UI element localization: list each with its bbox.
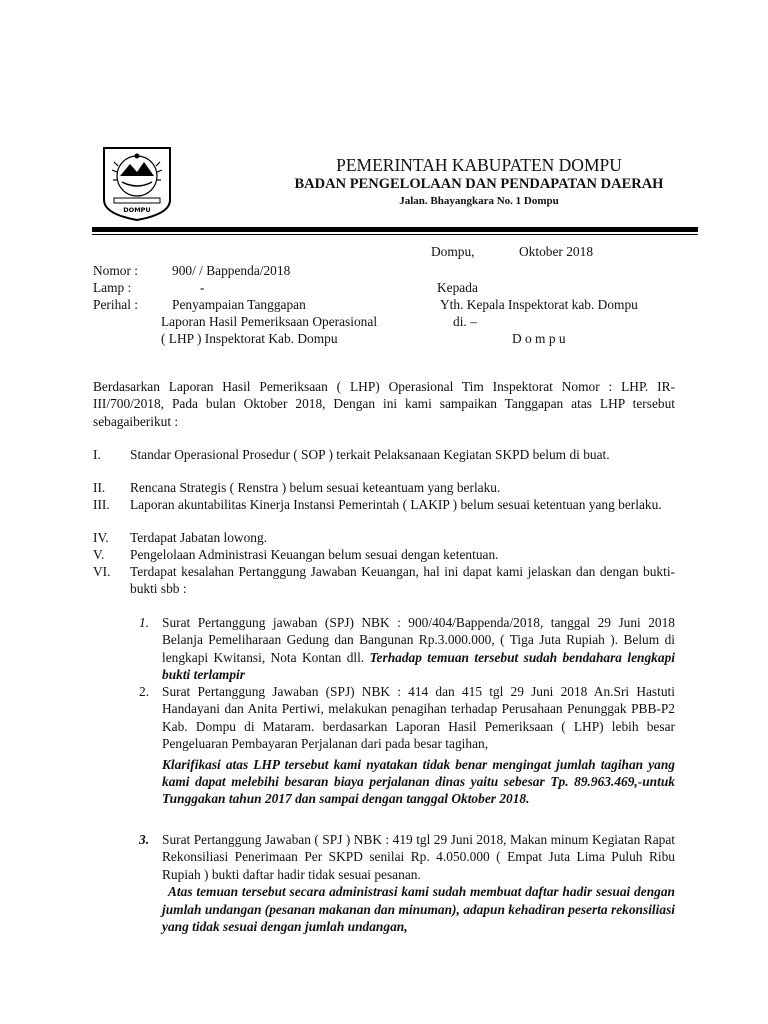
- dateline-date: Oktober 2018: [519, 244, 594, 259]
- finding-text: Laporan akuntabilitas Kinerja Instansi Pemerintah ( LAKIP ) belum sesuai ketentuan yang berlaku.: [130, 497, 662, 512]
- sub-item-number: 2.: [139, 684, 150, 699]
- lamp-label: Lamp :: [93, 280, 132, 295]
- sub-item-number: 3.: [139, 832, 150, 847]
- recipient-yth: Yth. Kepala Inspektorat kab. Dompu: [440, 297, 638, 312]
- letterhead-thin-rule: [92, 234, 698, 235]
- recipient-kepada: Kepada: [437, 280, 478, 295]
- recipient-di: di. –: [453, 314, 477, 329]
- finding-text: Pengelolaan Administrasi Keuangan belum sesuai dengan ketentuan.: [130, 547, 499, 562]
- sub-item-text: Surat Pertanggung jawaban (SPJ) NBK : 900/404/Bappenda/2018, tanggal 29 Juni 2018 Belanja Pemeliharaan Gedung dan Bangunan Rp.3.000.000, ( Tiga Juta Rupiah ). Belum di lengkapi Kwitansi, Nota Kontan dll.: [162, 615, 675, 665]
- sub-item-text: Surat Pertanggung Jawaban ( SPJ ) NBK : 419 tgl 29 Juni 2018, Makan minum Kegiatan Rapat Rekonsiliasi Penerimaan Per SKPD senilai Rp. 4.050.000 ( Empat Juta Lima Puluh Ribu Rupiah ) bukti daftar hadir tidak sesuai pesanan.: [162, 832, 675, 882]
- nomor-value: 900/ / Bappenda/2018: [172, 263, 291, 278]
- letterhead-government-title: PEMERINTAH KABUPATEN DOMPU: [336, 155, 622, 175]
- sub-item-text: Surat Pertanggung Jawaban (SPJ) NBK : 414 dan 415 tgl 29 Juni 2018 An.Sri Hastuti Handayani dan Anita Pertiwi, melakukan penagihan terhadap Perusahaan Penunggak PBB-P2 Kab. Dompu di Mataram. berdasarkan Laporan Hasil Pemeriksaan ( LHP) lebih besar Pengeluaran Pembayaran Perjalanan dari pada besar tagihan,: [162, 684, 675, 752]
- letterhead-thick-rule: [92, 227, 698, 232]
- perihal-line: Laporan Hasil Pemeriksaan Operasional: [161, 314, 378, 329]
- perihal-line: Penyampaian Tanggapan: [172, 297, 306, 312]
- nomor-label: Nomor :: [93, 263, 139, 278]
- dateline-place: Dompu,: [431, 244, 475, 259]
- logo-caption: DOMPU: [123, 206, 151, 214]
- finding-text: Rencana Strategis ( Renstra ) belum sesuai keteantuam yang berlaku.: [130, 480, 501, 495]
- sub-item-emphasis: Atas temuan tersebut secara administrasi kami sudah membuat daftar hadir sesuai dengan jumlah undangan (pesanan makanan dan minuman), adapun kehadiran peserta rekonsiliasi yang tidak sesuai dengan jumlah undangan,: [162, 884, 675, 935]
- letterhead-address: Jalan. Bhayangkara No. 1 Dompu: [399, 195, 559, 207]
- finding-number: VI.: [93, 564, 111, 579]
- sub-item-block: [162, 831, 675, 935]
- sub-item-block: [162, 614, 675, 684]
- finding-text: Standar Operasional Prosedur ( SOP ) terkait Pelaksanaan Kegiatan SKPD belum di buat.: [130, 447, 610, 462]
- sub-item-emphasis: Terhadap temuan tersebut sudah bendahara lengkapi bukti terlampir: [162, 649, 675, 683]
- letterhead-agency-title: BADAN PENGELOLAAN DAN PENDAPATAN DAERAH: [294, 176, 664, 192]
- sub-item-block: [162, 683, 675, 808]
- sub-item-emphasis: Klarifikasi atas LHP tersebut kami nyatakan tidak benar mengingat jumlah tagihan yang kami dapat melebihi besaran biaya perjalanan dinas yaitu sebesar Tp. 89.963.469,-untuk Tunggakan tahun 2017 dan sampai dengan tanggal Oktober 2018.: [162, 756, 675, 807]
- finding-text: Terdapat Jabatan lowong.: [130, 530, 268, 545]
- finding-number: III.: [93, 497, 110, 512]
- sub-item-number: 1.: [139, 615, 150, 630]
- finding-text: Terdapat kesalahan Pertanggung Jawaban Keuangan, hal ini dapat kami jelaskan dan dengan bukti- bukti sbb :: [130, 564, 675, 597]
- intro-paragraph: Berdasarkan Laporan Hasil Pemeriksaan ( LHP) Operasional Tim Inspektorat Nomor : LHP. IR-III/700/2018, Pada bulan Oktober 2018, Dengan ini kami sampaikan Tanggapan atas LHP tersebut sebagaiberikut :: [93, 379, 675, 429]
- finding-number: V.: [93, 547, 105, 562]
- lamp-value: -: [200, 280, 205, 295]
- perihal-label: Perihal :: [93, 297, 138, 312]
- perihal-line: ( LHP ) Inspektorat Kab. Dompu: [161, 331, 338, 346]
- finding-number: I.: [93, 447, 101, 462]
- finding-number: IV.: [93, 530, 109, 545]
- recipient-city: D o m p u: [512, 331, 566, 346]
- finding-number: II.: [93, 480, 106, 495]
